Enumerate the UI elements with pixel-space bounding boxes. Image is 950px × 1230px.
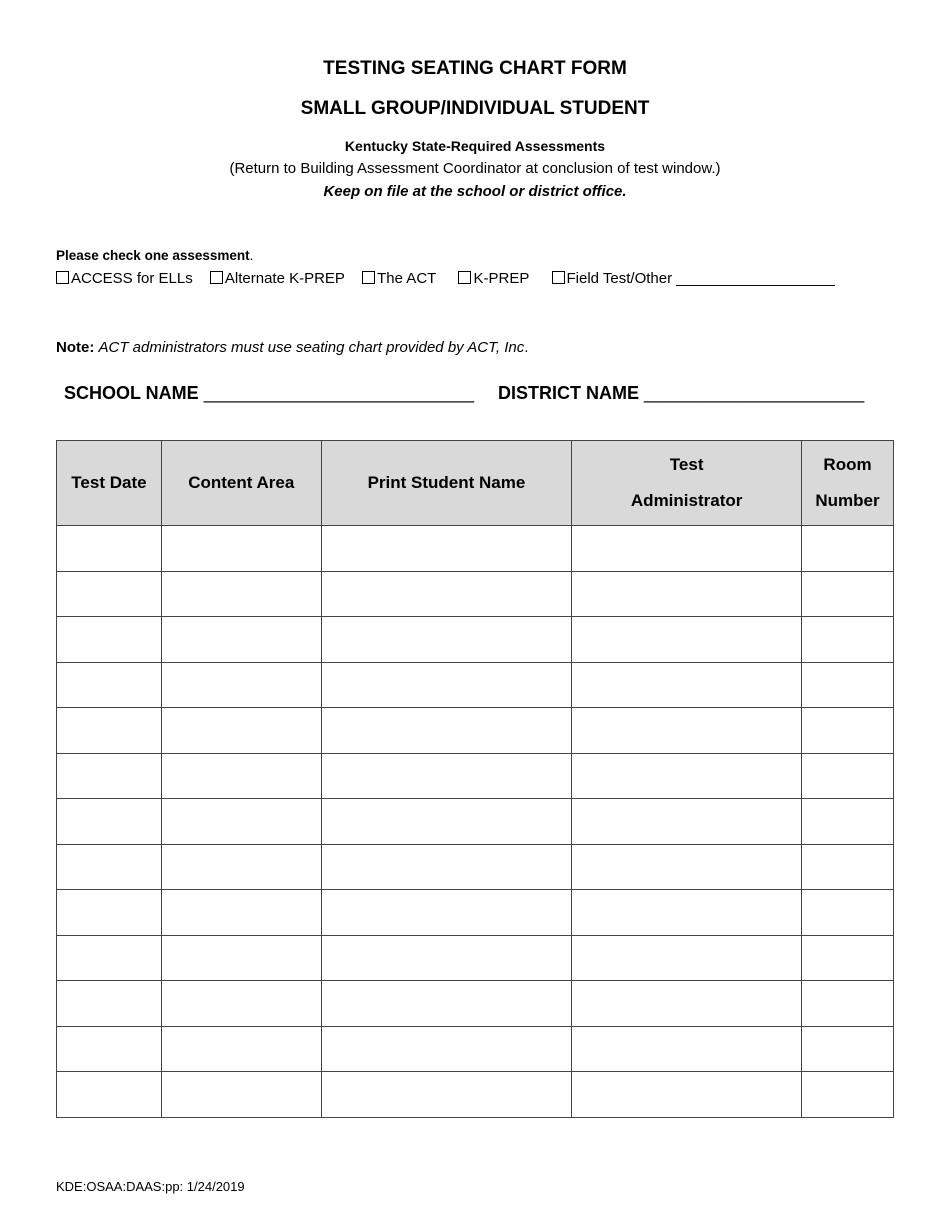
table-row <box>57 935 894 981</box>
cell-test-date[interactable] <box>57 890 162 936</box>
cell-test-administrator[interactable] <box>572 526 802 572</box>
checkbox-icon[interactable] <box>458 271 471 284</box>
cell-test-administrator[interactable] <box>572 662 802 708</box>
checkbox-icon[interactable] <box>362 271 375 284</box>
cell-print-student-name[interactable] <box>321 753 572 799</box>
cell-print-student-name[interactable] <box>321 526 572 572</box>
district-name-field[interactable]: ______________________ <box>644 383 865 403</box>
header-text: Test Date <box>71 473 147 492</box>
header-print-student-name <box>321 441 572 526</box>
cell-content-area[interactable] <box>161 708 321 754</box>
district-name-label: DISTRICT NAME <box>498 383 640 403</box>
note-label: Note: <box>56 339 95 356</box>
header-room-number <box>802 441 894 526</box>
cell-room-number[interactable] <box>802 1072 894 1118</box>
table-row <box>57 890 894 936</box>
cell-print-student-name[interactable] <box>321 890 572 936</box>
header-text: Administrator <box>630 491 743 510</box>
option-label: K-PREP <box>473 270 530 287</box>
option-label: ACCESS for ELLs <box>71 270 193 287</box>
school-name-field[interactable]: ___________________________ <box>203 383 474 403</box>
cell-print-student-name[interactable] <box>321 708 572 754</box>
cell-test-date[interactable] <box>57 753 162 799</box>
cell-content-area[interactable] <box>161 571 321 617</box>
cell-test-date[interactable] <box>57 662 162 708</box>
table-row <box>57 844 894 890</box>
cell-print-student-name[interactable] <box>321 571 572 617</box>
cell-test-date[interactable] <box>57 799 162 845</box>
form-subtitle: SMALL GROUP/INDIVIDUAL STUDENT <box>300 98 650 119</box>
cell-content-area[interactable] <box>161 799 321 845</box>
cell-room-number[interactable] <box>802 890 894 936</box>
header-text: Number <box>815 491 880 510</box>
cell-test-administrator[interactable] <box>572 708 802 754</box>
table-row <box>57 1072 894 1118</box>
cell-test-date[interactable] <box>57 1072 162 1118</box>
act-note <box>56 339 528 356</box>
table-row <box>57 708 894 754</box>
option-label: Alternate K-PREP <box>224 270 345 287</box>
cell-print-student-name[interactable] <box>321 662 572 708</box>
cell-room-number[interactable] <box>802 708 894 754</box>
cell-print-student-name[interactable] <box>321 844 572 890</box>
option-access-ells[interactable] <box>56 270 193 287</box>
cell-test-administrator[interactable] <box>572 890 802 936</box>
cell-content-area[interactable] <box>161 1072 321 1118</box>
other-blank-field[interactable]: ___________________ <box>676 270 835 287</box>
cell-content-area[interactable] <box>161 526 321 572</box>
option-kprep[interactable] <box>458 270 529 287</box>
cell-test-date[interactable] <box>57 981 162 1027</box>
cell-test-administrator[interactable] <box>572 753 802 799</box>
cell-test-administrator[interactable] <box>572 981 802 1027</box>
option-the-act[interactable] <box>362 270 436 287</box>
cell-test-administrator[interactable] <box>572 617 802 663</box>
cell-test-administrator[interactable] <box>572 1072 802 1118</box>
cell-test-administrator[interactable] <box>572 935 802 981</box>
cell-test-date[interactable] <box>57 526 162 572</box>
cell-print-student-name[interactable] <box>321 1026 572 1072</box>
option-label: Field Test/Other <box>566 270 673 287</box>
note-text: ACT administrators must use seating chart provided by ACT, Inc <box>98 339 525 356</box>
checkbox-icon[interactable] <box>210 271 223 284</box>
cell-content-area[interactable] <box>161 890 321 936</box>
table-row <box>57 799 894 845</box>
note-suffix: . <box>524 339 529 356</box>
table-row <box>57 662 894 708</box>
cell-room-number[interactable] <box>802 617 894 663</box>
table-row <box>57 981 894 1027</box>
cell-test-administrator[interactable] <box>572 844 802 890</box>
option-field-test-other[interactable] <box>552 270 835 287</box>
table-row <box>57 526 894 572</box>
cell-room-number[interactable] <box>802 799 894 845</box>
cell-test-date[interactable] <box>57 571 162 617</box>
table-row <box>57 1026 894 1072</box>
header-content-area <box>161 441 321 526</box>
cell-content-area[interactable] <box>161 1026 321 1072</box>
cell-test-date[interactable] <box>57 935 162 981</box>
option-alternate-kprep[interactable] <box>210 270 345 287</box>
cell-content-area[interactable] <box>161 617 321 663</box>
cell-print-student-name[interactable] <box>321 799 572 845</box>
name-fields <box>64 383 864 404</box>
header-text: Print Student Name <box>367 473 526 492</box>
header-test-administrator <box>572 441 802 526</box>
header-text: Test <box>669 455 704 474</box>
cell-room-number[interactable] <box>802 981 894 1027</box>
check-assessment-label <box>56 248 253 263</box>
cell-content-area[interactable] <box>161 935 321 981</box>
form-title: TESTING SEATING CHART FORM <box>323 58 627 79</box>
cell-content-area[interactable] <box>161 662 321 708</box>
cell-test-administrator[interactable] <box>572 1026 802 1072</box>
cell-print-student-name[interactable] <box>321 981 572 1027</box>
school-name-label: SCHOOL NAME <box>64 383 199 403</box>
cell-room-number[interactable] <box>802 1026 894 1072</box>
cell-print-student-name[interactable] <box>321 617 572 663</box>
cell-print-student-name[interactable] <box>321 1072 572 1118</box>
cell-content-area[interactable] <box>161 753 321 799</box>
option-label: The ACT <box>377 270 437 287</box>
assessments-heading: Kentucky State-Required Assessments <box>344 138 606 154</box>
cell-room-number[interactable] <box>802 935 894 981</box>
cell-test-date[interactable] <box>57 844 162 890</box>
cell-room-number[interactable] <box>802 571 894 617</box>
table-header-row <box>57 441 894 526</box>
checkbox-icon[interactable] <box>56 271 69 284</box>
keep-note: Keep on file at the school or district office. <box>323 183 627 200</box>
check-label-text: Please check one assessment <box>56 248 250 263</box>
cell-print-student-name[interactable] <box>321 935 572 981</box>
footer-code: KDE:OSAA:DAAS:pp: 1/24/2019 <box>56 1179 245 1194</box>
header-test-date <box>57 441 162 526</box>
checkbox-icon[interactable] <box>552 271 565 284</box>
cell-room-number[interactable] <box>802 844 894 890</box>
check-label-suffix: . <box>249 248 254 263</box>
assessment-options <box>56 270 848 287</box>
return-note: (Return to Building Assessment Coordinator at conclusion of test window.) <box>229 160 721 177</box>
header-text: Content Area <box>188 473 295 492</box>
cell-test-administrator[interactable] <box>572 799 802 845</box>
cell-room-number[interactable] <box>802 662 894 708</box>
cell-test-administrator[interactable] <box>572 571 802 617</box>
cell-content-area[interactable] <box>161 844 321 890</box>
table-row <box>57 617 894 663</box>
header-text: Room <box>823 455 872 474</box>
table-row <box>57 753 894 799</box>
cell-test-date[interactable] <box>57 708 162 754</box>
table-row <box>57 571 894 617</box>
cell-test-date[interactable] <box>57 617 162 663</box>
cell-room-number[interactable] <box>802 526 894 572</box>
seating-chart-table <box>56 440 894 1118</box>
cell-test-date[interactable] <box>57 1026 162 1072</box>
cell-room-number[interactable] <box>802 753 894 799</box>
cell-content-area[interactable] <box>161 981 321 1027</box>
